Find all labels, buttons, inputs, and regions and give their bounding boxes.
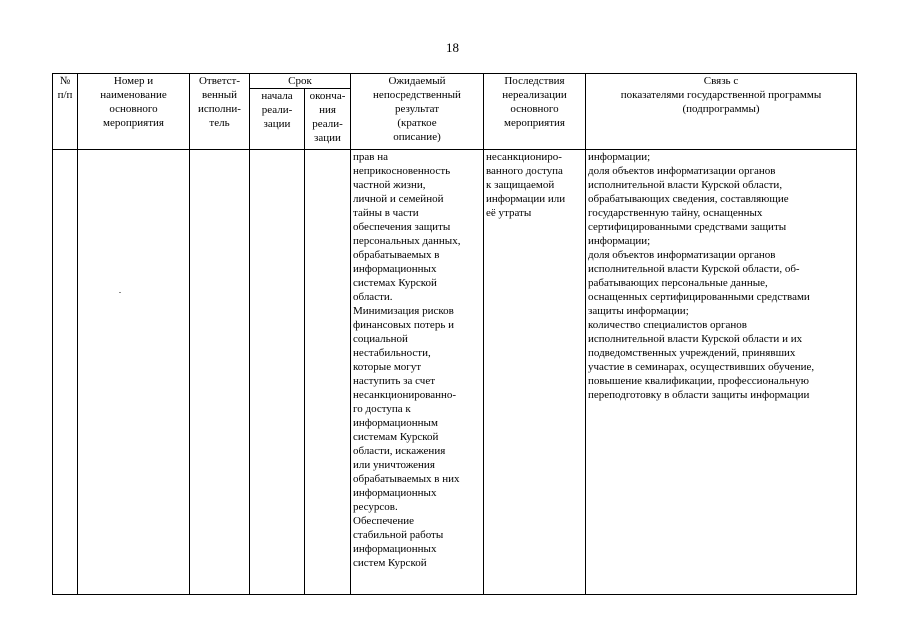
cell-expected: прав на неприкосновенность частной жизни, личной и семейной тайны в части обеспечения защиты персональных данных, обрабатываемых в информационных системах Курской области. Минимизация рисков финансовых потерь и социальной нестабильности, которые могут наступить за счет несанкционированно- го доступа к информационным системам Курской области, искажения или уничтожения обрабатываемых в них информационных ресурсов. Обеспечение стабильной работы информационных систем Курской <box>351 150 484 595</box>
header-term: Срок <box>250 74 351 89</box>
scan-speck <box>119 292 121 293</box>
page-number: 18 <box>446 40 459 55</box>
table-row <box>53 150 857 595</box>
cell-term-end <box>305 150 351 595</box>
header-expected: Ожидаемый непосредственный результат (краткое описание) <box>351 74 484 150</box>
cell-consequences: несанкциониро- ванного доступа к защищаемой информации или её утраты <box>484 150 586 595</box>
header-term-start: начала реали- зации <box>250 89 305 150</box>
header-responsible: Ответст- венный исполни- тель <box>190 74 250 150</box>
cell-name <box>78 150 190 595</box>
header-name: Номер и наименование основного мероприятия <box>78 74 190 150</box>
header-num: № п/п <box>53 74 78 150</box>
cell-term-start <box>250 150 305 595</box>
header-consequences: Последствия нереализации основного мероприятия <box>484 74 586 150</box>
table-header-row <box>53 74 857 89</box>
header-link: Связь с показателями государственной программы (подпрограммы) <box>586 74 857 150</box>
header-term-end: оконча- ния реали- зации <box>305 89 351 150</box>
measures-table <box>52 73 857 595</box>
cell-link: информации; доля объектов информатизации органов исполнительной власти Курской области, обрабатывающих сведения, составляющие государственную тайну, оснащенных сертифицированными средствами защиты информации; доля объектов информатизации органов исполнительной власти Курской области, об- рабатывающих персональные данные, оснащенных сертифицированными средствами защиты информации; количество специалистов органов исполнительной власти Курской области и их подведомственных учреждений, принявших участие в семинарах, осуществивших обучение, повышение квалификации, профессиональную переподготовку в области защиты информации <box>586 150 857 595</box>
cell-responsible <box>190 150 250 595</box>
cell-num <box>53 150 78 595</box>
